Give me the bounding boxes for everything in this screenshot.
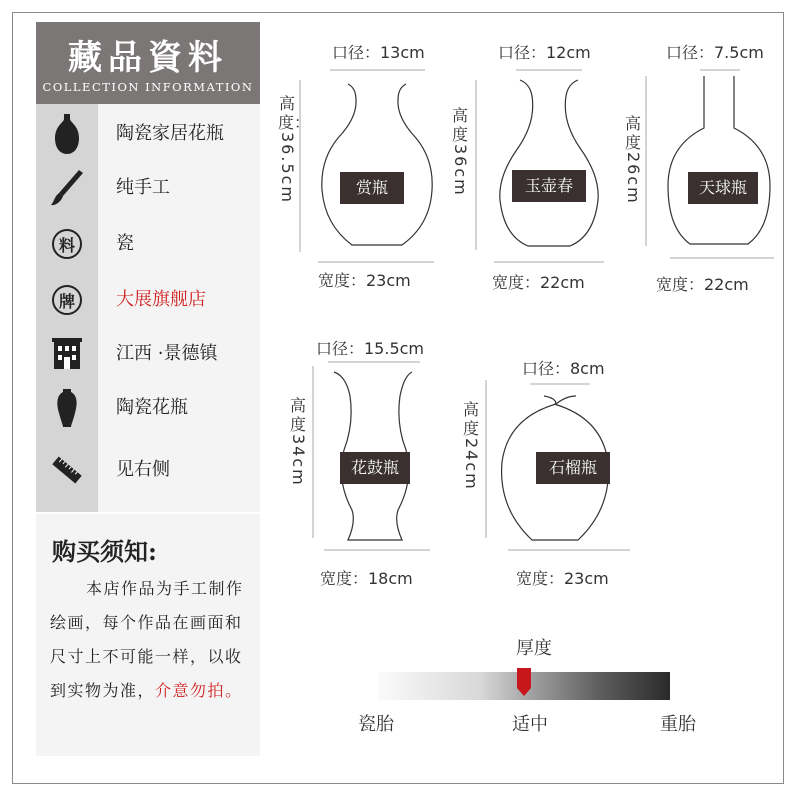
vase-1-height-value: 36.5cm [278, 132, 297, 205]
vase-4-height-label: 高度 [289, 396, 306, 434]
info-label: 见右侧 [116, 459, 170, 480]
vase-3-width: 宽度：22cm [656, 275, 749, 294]
vase-4-name-tag: 花鼓瓶 [340, 452, 410, 484]
vase-3-mouth: 口径：7.5cm [666, 43, 764, 62]
vase-4-height-value: 34cm [289, 434, 308, 487]
vase-outline-shangping [322, 84, 432, 245]
header-title: 藏品資料 [68, 38, 228, 78]
vase-2-mouth: 口径：12cm [498, 43, 591, 62]
vase-3-height-label: 高度 [624, 114, 641, 152]
vase-2-height-value: 36cm [451, 144, 470, 197]
vase-3-height [624, 114, 642, 205]
header-subtitle: COLLECTION INFORMATION [42, 80, 254, 94]
vase-5-height [462, 400, 480, 491]
vase-5-height-value: 24cm [462, 438, 481, 491]
info-label: 瓷 [116, 233, 134, 254]
notice-warning: 介意勿拍。 [155, 681, 243, 700]
vase-2-height [451, 106, 469, 197]
vase-5-mouth: 口径：8cm [522, 359, 605, 378]
vase-1-height [278, 94, 311, 205]
vase-1-height-label: 高度： [278, 94, 311, 132]
vase-5-width: 宽度：23cm [516, 569, 609, 588]
vase-4-height [289, 396, 307, 487]
vase-2-name-tag: 玉壶春 [512, 170, 586, 202]
info-label: 陶瓷家居花瓶 [116, 123, 224, 144]
vase-5-name-tag: 石榴瓶 [536, 452, 610, 484]
thickness-marker [517, 668, 531, 696]
vase-1-name-tag: 赏瓶 [340, 172, 404, 204]
vase-1-width: 宽度：23cm [318, 271, 411, 290]
vase-outline-yuhuchun [500, 80, 598, 246]
vase-1-mouth: 口径：13cm [332, 43, 425, 62]
vase-2-height-label: 高度 [451, 106, 468, 144]
vase-5-height-label: 高度 [462, 400, 479, 438]
vase-3-name-tag: 天球瓶 [688, 172, 758, 204]
vase-2-width: 宽度：22cm [492, 273, 585, 292]
info-label: 陶瓷花瓶 [116, 397, 188, 418]
vase-4-mouth: 口径：15.5cm [316, 339, 425, 358]
thickness-medium-label: 适中 [512, 714, 548, 735]
info-label: 江西 ·景德镇 [116, 343, 218, 364]
thickness-heavy-label: 重胎 [660, 714, 696, 735]
vase-outline-tianqiuping [668, 76, 770, 244]
info-label: 纯手工 [116, 177, 170, 198]
vase-3-height-value: 26cm [624, 152, 643, 205]
brand-label: 大展旗舰店 [116, 289, 206, 310]
notice-heading: 购买须知: [52, 537, 157, 566]
thickness-thin-label: 瓷胎 [358, 714, 394, 735]
vase-4-width: 宽度：18cm [320, 569, 413, 588]
notice-body: 本店作品为手工制作绘画，每个作品在画面和尺寸上不可能一样，以收到实物为准， [50, 579, 244, 700]
brand-icon: 牌 [52, 285, 82, 315]
material-icon: 料 [52, 229, 82, 259]
thickness-title: 厚度 [516, 638, 552, 659]
